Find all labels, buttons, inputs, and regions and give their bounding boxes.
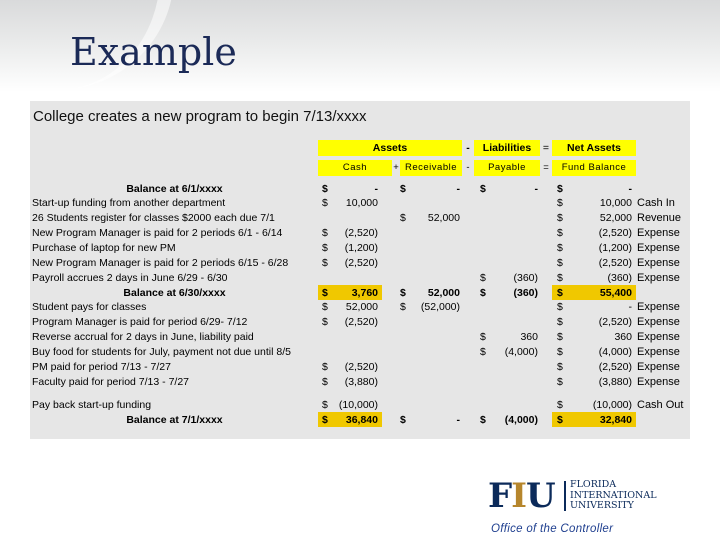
receivable-value: (52,000) <box>420 301 460 313</box>
fund-dollar-sign: $ <box>557 242 563 254</box>
balance-label: Balance at 6/1/xxxx <box>126 183 223 195</box>
university-name <box>570 480 690 512</box>
transaction-description: 26 Students register for classes $2000 each due 7/1 <box>32 212 275 224</box>
transaction-type: Expense <box>637 242 680 254</box>
fund-balance-value: (2,520) <box>598 316 632 328</box>
fund-balance-value: 360 <box>614 331 632 343</box>
office-footer: Office of the Controller <box>491 523 614 535</box>
fund-dollar-sign: $ <box>557 272 563 284</box>
cash-dollar-sign: $ <box>322 376 328 388</box>
transaction-description: Reverse accrual for 2 days in June, liability paid <box>32 331 254 343</box>
cash-dollar-sign: $ <box>322 242 328 254</box>
fund-balance-value: - <box>628 183 632 195</box>
header-equals: = <box>542 142 550 154</box>
university-name-line: FLORIDA <box>570 479 617 490</box>
cash-dollar-sign: $ <box>322 197 328 209</box>
balance-label: Balance at 7/1/xxxx <box>126 414 223 426</box>
cash-dollar-sign: $ <box>322 399 328 411</box>
payable-value: (360) <box>513 287 538 299</box>
receivable-dollar-sign: $ <box>400 414 406 426</box>
transaction-description: Payroll accrues 2 days in June 6/29 - 6/30 <box>32 272 228 284</box>
transaction-type: Expense <box>637 346 680 358</box>
payable-value: (360) <box>513 272 538 284</box>
cash-value: 36,840 <box>345 414 378 426</box>
transaction-type: Expense <box>637 361 680 373</box>
fund-dollar-sign: $ <box>557 361 563 373</box>
header-plus: + <box>393 162 399 173</box>
intro-text: College creates a new program to begin 7/13/xxxx <box>33 108 367 125</box>
payable-value: (4,000) <box>504 346 538 358</box>
fund-dollar-sign: $ <box>557 197 563 209</box>
fund-balance-value: - <box>628 301 632 313</box>
fund-dollar-sign: $ <box>557 301 563 313</box>
fund-balance-value: (2,520) <box>598 361 632 373</box>
cash-value: - <box>374 183 378 195</box>
transaction-description: Program Manager is paid for period 6/29- 7/12 <box>32 316 248 328</box>
cash-value: 52,000 <box>345 301 378 313</box>
receivable-value: 52,000 <box>427 287 460 299</box>
cash-value: (3,880) <box>344 376 378 388</box>
header-assets: Assets <box>318 140 462 156</box>
fund-dollar-sign: $ <box>557 183 563 195</box>
cash-dollar-sign: $ <box>322 414 328 426</box>
payable-value: - <box>534 183 538 195</box>
fund-balance-value: (3,880) <box>598 376 632 388</box>
cash-value: (10,000) <box>338 399 378 411</box>
payable-dollar-sign: $ <box>480 287 486 299</box>
balance-label: Balance at 6/30/xxxx <box>123 287 226 299</box>
cash-value: 3,760 <box>351 287 378 299</box>
fund-balance-value: (1,200) <box>598 242 632 254</box>
payable-dollar-sign: $ <box>480 331 486 343</box>
cash-value: (2,520) <box>344 361 378 373</box>
fund-dollar-sign: $ <box>557 212 563 224</box>
receivable-dollar-sign: $ <box>400 212 406 224</box>
transaction-type: Cash In <box>637 197 675 209</box>
transaction-description: Start-up funding from another department <box>32 197 226 209</box>
transaction-type: Expense <box>637 331 680 343</box>
fund-dollar-sign: $ <box>557 257 563 269</box>
header-cash: Cash <box>318 160 392 176</box>
receivable-value: - <box>456 414 460 426</box>
receivable-dollar-sign: $ <box>400 287 406 299</box>
slide-title: Example <box>70 30 237 74</box>
fund-dollar-sign: $ <box>557 331 563 343</box>
fund-balance-value: (10,000) <box>592 399 632 411</box>
cash-value: (1,200) <box>344 242 378 254</box>
fund-dollar-sign: $ <box>557 316 563 328</box>
transaction-type: Expense <box>637 376 680 388</box>
fund-dollar-sign: $ <box>557 346 563 358</box>
transaction-type: Expense <box>637 257 680 269</box>
cash-dollar-sign: $ <box>322 183 328 195</box>
cash-dollar-sign: $ <box>322 361 328 373</box>
transaction-type: Expense <box>637 272 680 284</box>
fund-balance-value: (2,520) <box>598 227 632 239</box>
logo-divider <box>564 481 566 511</box>
transaction-type: Revenue <box>637 212 682 224</box>
receivable-value: - <box>456 183 460 195</box>
transaction-type: Expense <box>637 227 680 239</box>
payable-dollar-sign: $ <box>480 183 486 195</box>
transaction-type: Expense <box>637 316 680 328</box>
transaction-description: New Program Manager is paid for 2 periods 6/1 - 6/14 <box>32 227 283 239</box>
university-name-line: INTERNATIONAL <box>570 489 657 501</box>
header-liabilities: Liabilities <box>474 140 540 156</box>
fund-balance-value: 55,400 <box>599 287 632 299</box>
fund-dollar-sign: $ <box>557 414 563 426</box>
logo-letter-i: I <box>511 476 527 516</box>
payable-dollar-sign: $ <box>480 346 486 358</box>
receivable-dollar-sign: $ <box>400 301 406 313</box>
cash-dollar-sign: $ <box>322 301 328 313</box>
receivable-value: 52,000 <box>427 212 460 224</box>
transaction-description: New Program Manager is paid for 2 periods 6/15 - 6/28 <box>32 257 289 269</box>
cash-value: 10,000 <box>345 197 378 209</box>
transaction-type: Cash Out <box>637 399 684 411</box>
logo-letter-f: F <box>488 476 512 516</box>
cash-dollar-sign: $ <box>322 257 328 269</box>
header-payable: Payable <box>474 160 540 176</box>
transaction-description: Student pays for classes <box>32 301 147 313</box>
cash-dollar-sign: $ <box>322 287 328 299</box>
fund-dollar-sign: $ <box>557 376 563 388</box>
receivable-dollar-sign: $ <box>400 183 406 195</box>
fund-balance-value: (4,000) <box>598 346 632 358</box>
transaction-type: Expense <box>637 301 680 313</box>
payable-value: (4,000) <box>504 414 538 426</box>
cash-value: (2,520) <box>344 316 378 328</box>
header-fund-balance: Fund Balance <box>552 160 636 176</box>
fund-balance-value: (360) <box>607 272 632 284</box>
cash-dollar-sign: $ <box>322 316 328 328</box>
header-minus-2: - <box>466 162 470 173</box>
transaction-description: PM paid for period 7/13 - 7/27 <box>32 361 171 373</box>
fund-dollar-sign: $ <box>557 399 563 411</box>
fund-dollar-sign: $ <box>557 227 563 239</box>
header-net-assets: Net Assets <box>552 140 636 156</box>
header-receivable: Receivable <box>400 160 462 176</box>
fiu-logo <box>488 478 555 514</box>
logo-letter-u: U <box>526 476 555 516</box>
fund-balance-value: 32,840 <box>599 414 632 426</box>
university-name-line: UNIVERSITY <box>570 500 634 511</box>
fund-balance-value: (2,520) <box>598 257 632 269</box>
payable-value: 360 <box>520 331 538 343</box>
fund-balance-value: 10,000 <box>599 197 632 209</box>
transaction-description: Faculty paid for period 7/13 - 7/27 <box>32 376 190 388</box>
transaction-description: Pay back start-up funding <box>32 399 152 411</box>
cash-dollar-sign: $ <box>322 227 328 239</box>
transaction-description: Purchase of laptop for new PM <box>32 242 176 254</box>
cash-value: (2,520) <box>344 257 378 269</box>
payable-dollar-sign: $ <box>480 272 486 284</box>
header-equals-2: = <box>543 162 549 173</box>
fund-dollar-sign: $ <box>557 287 563 299</box>
fund-balance-value: 52,000 <box>599 212 632 224</box>
transaction-description: Buy food for students for July, payment not due until 8/5 <box>32 346 291 358</box>
payable-dollar-sign: $ <box>480 414 486 426</box>
cash-value: (2,520) <box>344 227 378 239</box>
header-minus: - <box>466 142 470 154</box>
